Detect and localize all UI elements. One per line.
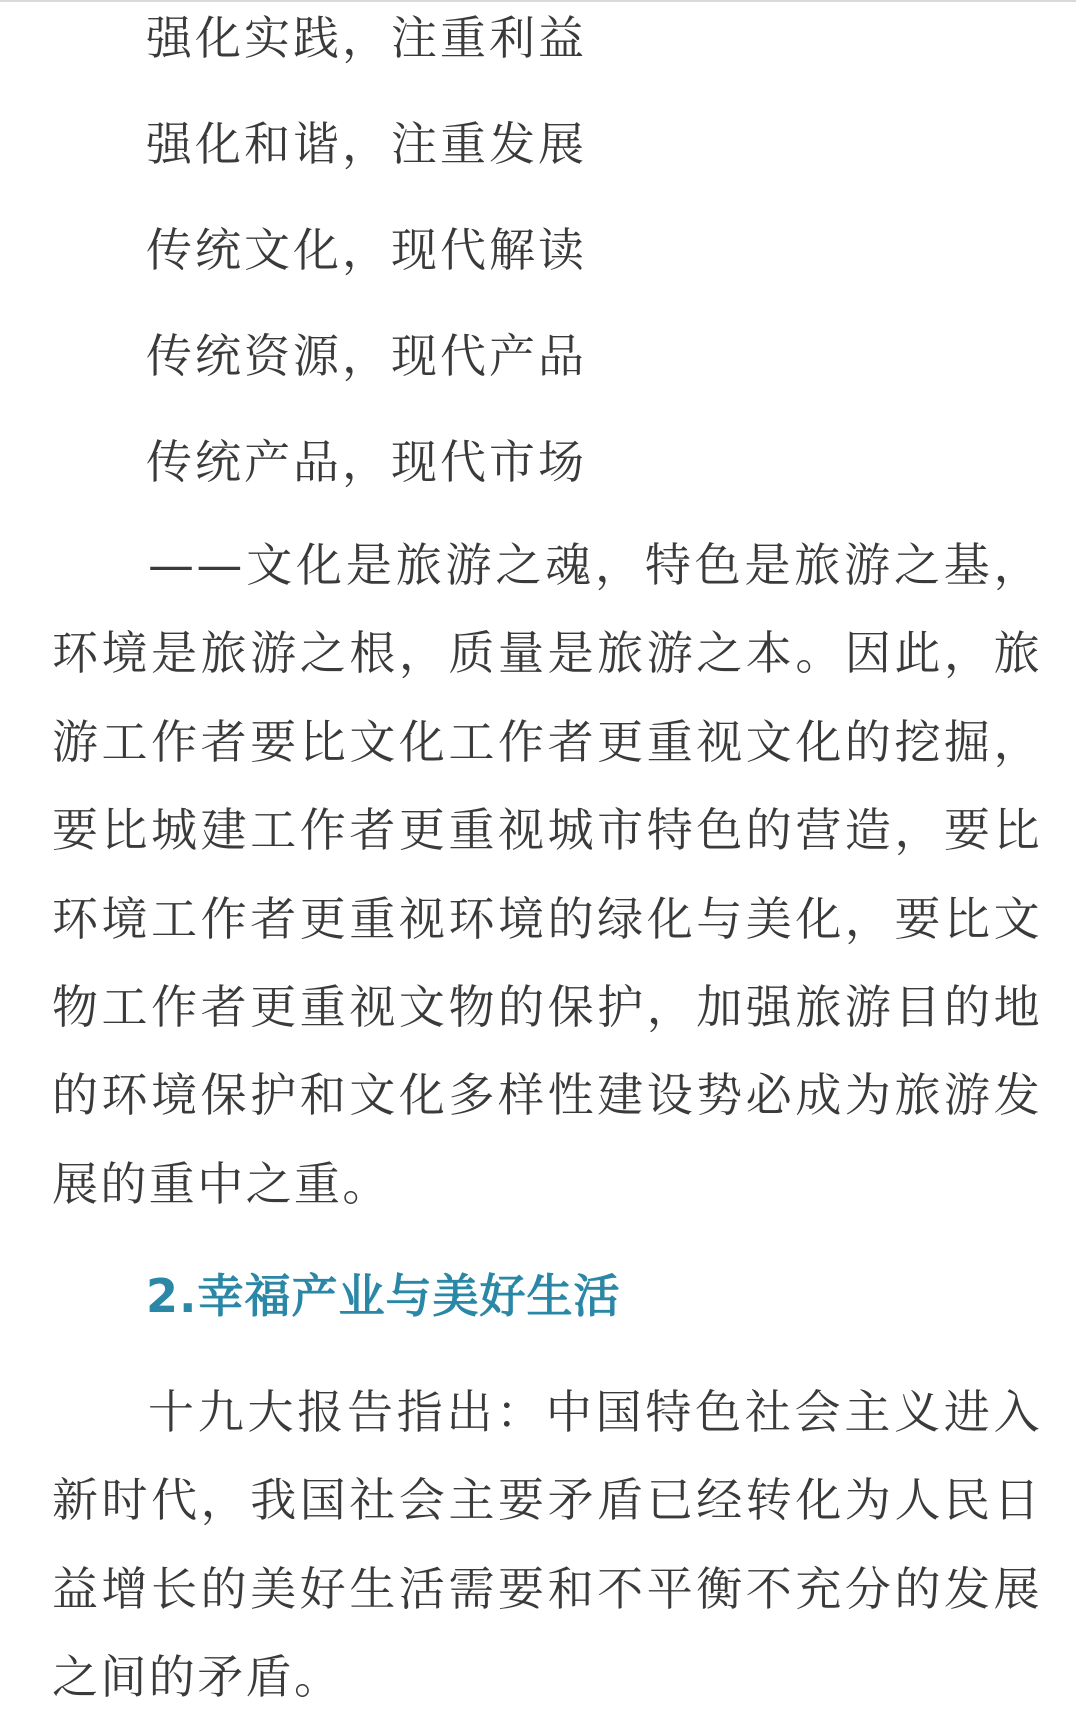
slogan-line-2: 强化和谐，注重发展 [146,117,587,171]
paragraph-culture-tourism: ——文化是旅游之魂，特色是旅游之基，环境是旅游之根，质量是旅游之本。因此，旅游工作者要比文化工作者更重视文化的挖掘，要比城建工作者更重视城市特色的营造，要比环境工作者更重视环境的绿化与美化，要比文物工作者更重视文物的保护，加强旅游目的地的环境保护和文化多样性建设势必成为旅游发展的重中之重。 [52,538,1042,1211]
paragraph-nineteenth-congress: 十九大报告指出：中国特色社会主义进入新时代，我国社会主要矛盾已经转化为人民日益增长的美好生活需要和不平衡不充分的发展之间的矛盾。 [52,1385,1042,1705]
top-divider [0,0,1076,2]
slogan-line-3: 传统文化，现代解读 [146,223,587,277]
slogan-line-5: 传统产品，现代市场 [146,435,587,489]
slogan-line-4: 传统资源，现代产品 [146,329,587,383]
section-heading: 2.幸福产业与美好生活 [146,1269,621,1323]
slogan-line-1: 强化实践，注重利益 [146,11,587,65]
